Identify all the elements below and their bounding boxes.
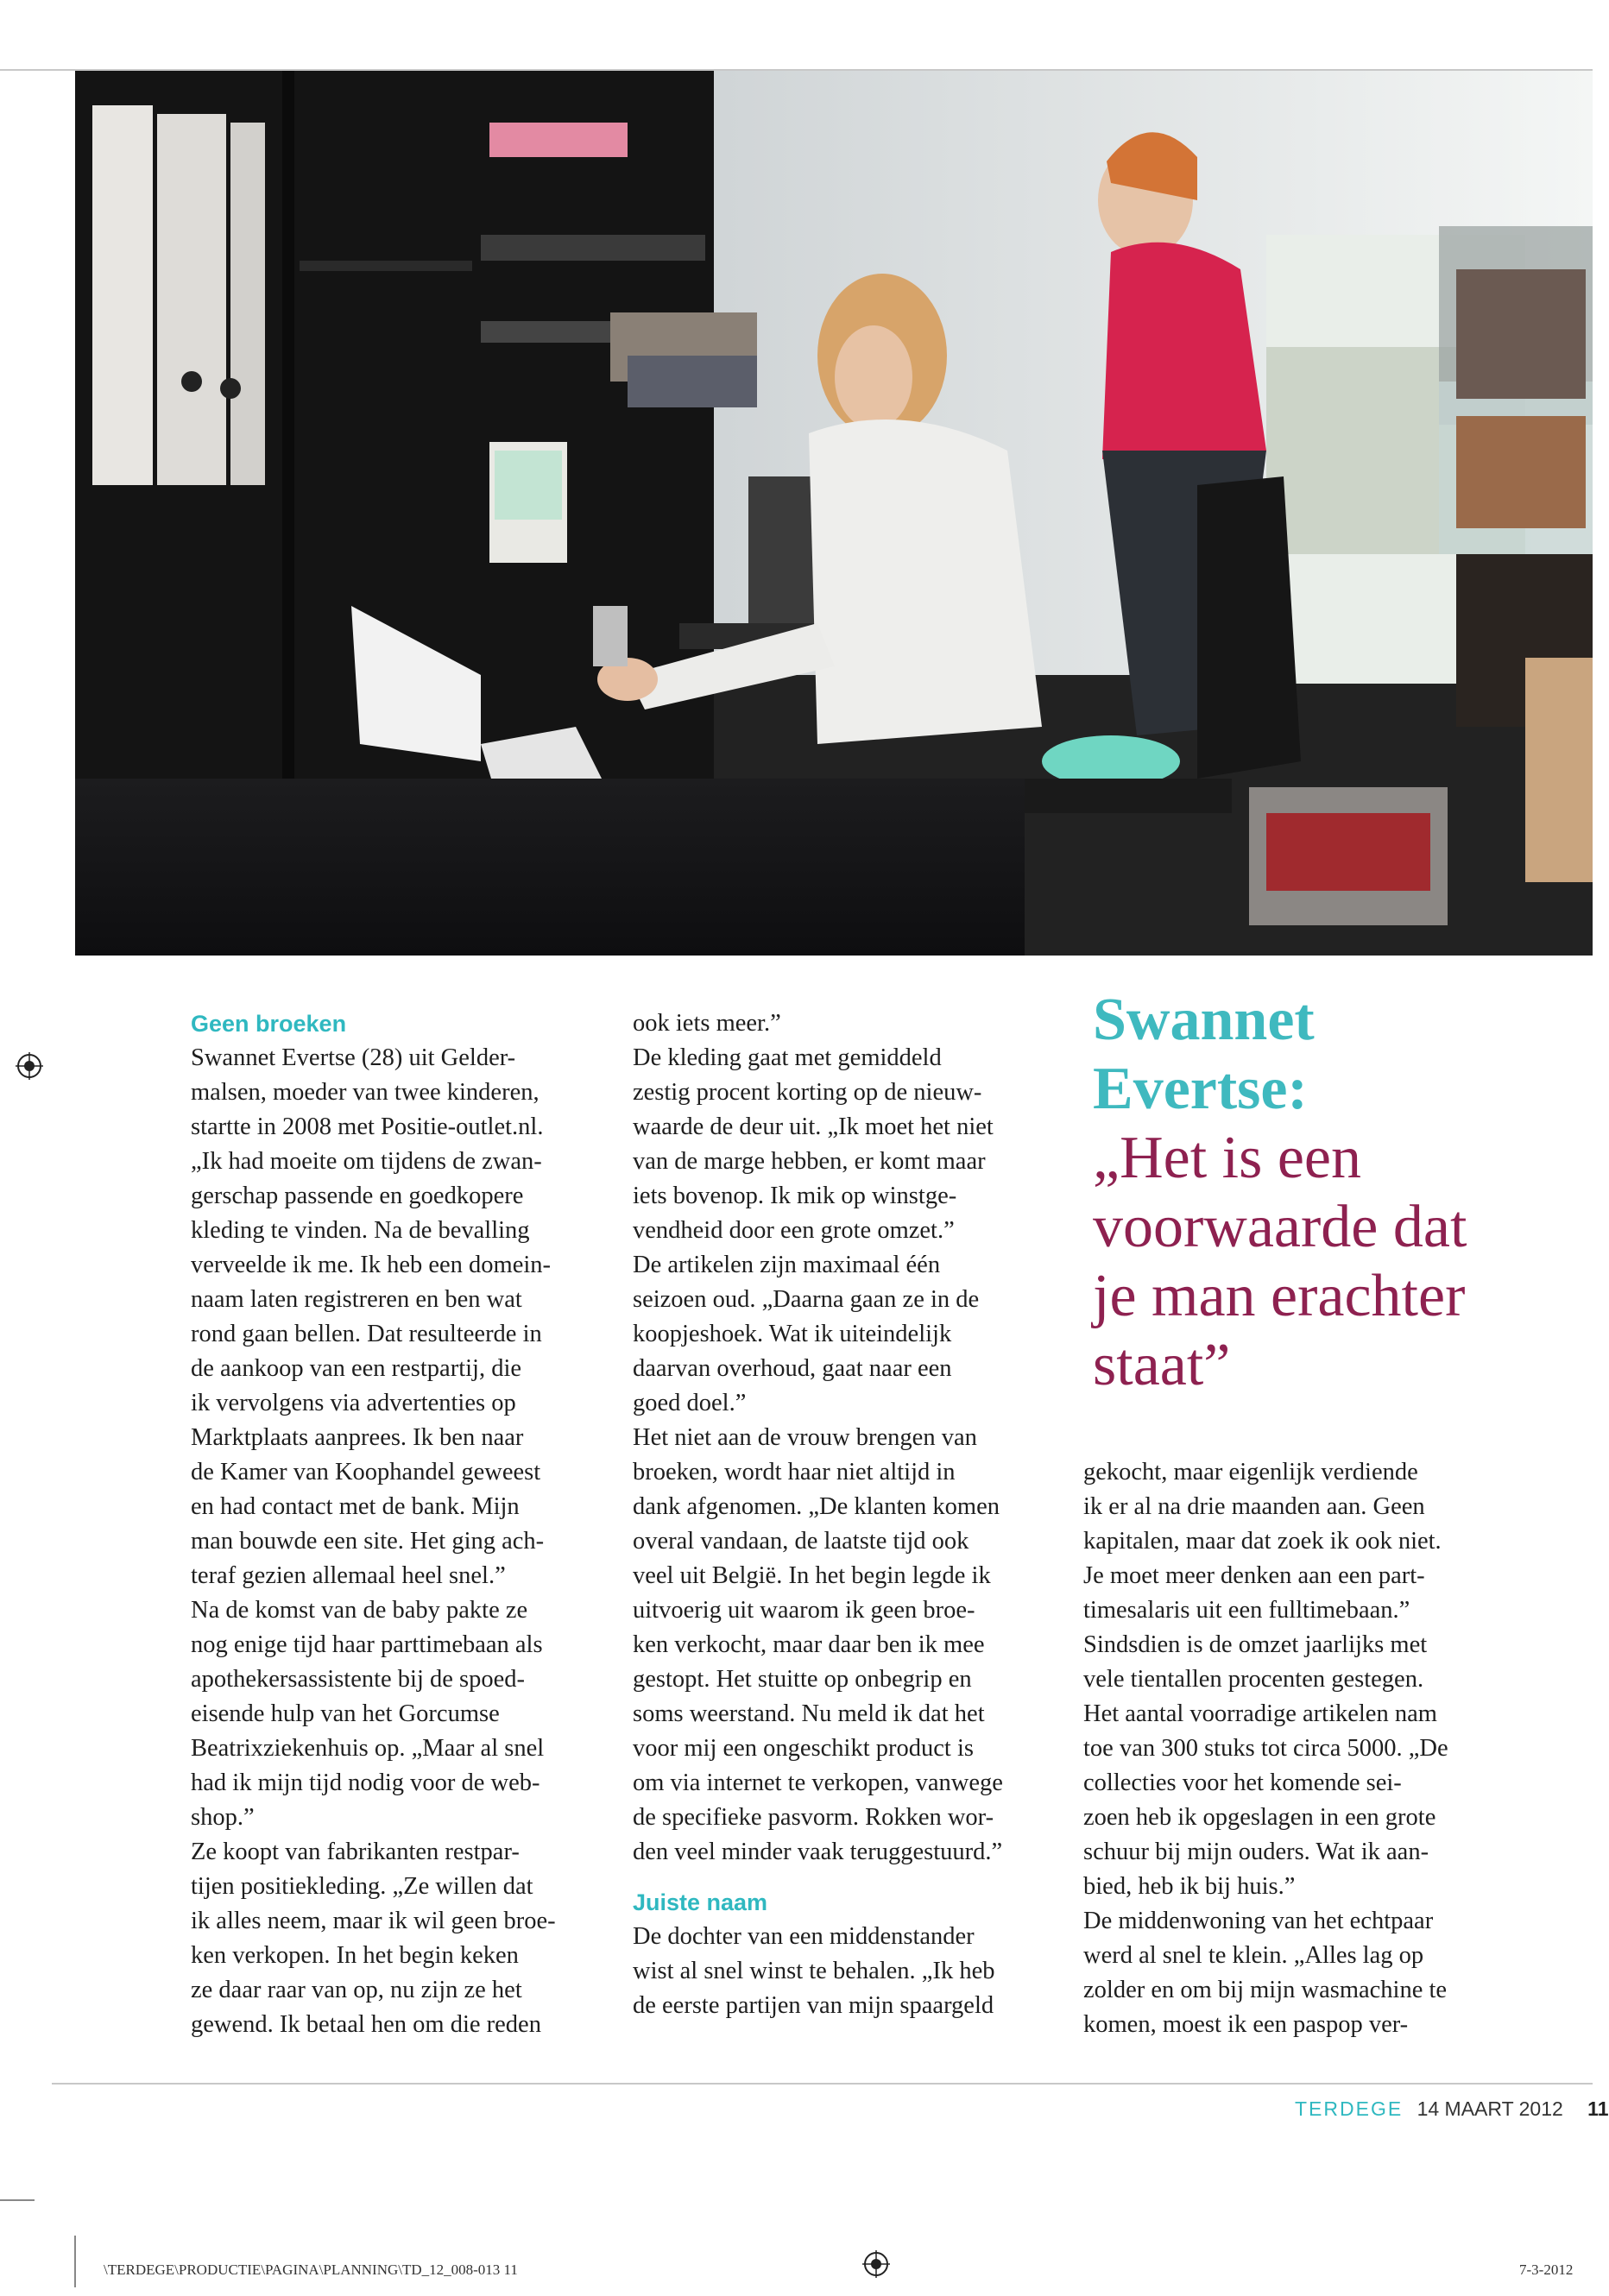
text-line: Ze koopt van fabrikanten restpar- [191, 1839, 520, 1865]
bottom-rule [52, 2083, 1593, 2085]
text-line: gerschap passende en goedkopere [191, 1183, 524, 1209]
text-line: om via internet te verkopen, vanwege [633, 1769, 1003, 1796]
column-2-text [633, 1006, 1073, 1870]
text-line: malsen, moeder van twee kinderen, [191, 1079, 539, 1106]
registration-mark-icon [862, 2250, 890, 2278]
text-line: shop.” [191, 1804, 255, 1831]
text-line: Je moet meer denken aan een part- [1083, 1562, 1425, 1589]
text-line: van de marge hebben, er komt maar [633, 1148, 986, 1175]
text-line: soms weerstand. Nu meld ik dat het [633, 1700, 985, 1727]
text-line: komen, moest ik een paspop ver- [1083, 2011, 1409, 2038]
text-line: broeken, wordt haar niet altijd in [633, 1459, 956, 1485]
text-line: gestopt. Het stuitte op onbegrip en [633, 1666, 972, 1693]
text-line: Beatrixziekenhuis op. „Maar al snel [191, 1735, 545, 1762]
issue-date: 14 MAART 2012 [1417, 2097, 1563, 2120]
text-line: ook iets meer.” [633, 1010, 781, 1037]
text-line: werd al snel te klein. „Alles lag op [1083, 1942, 1424, 1969]
text-line: waarde de deur uit. „Ik moet het niet [633, 1113, 994, 1140]
text-line: Het niet aan de vrouw brengen van [633, 1424, 977, 1451]
hero-photo [75, 71, 1593, 956]
page-number: 11 [1587, 2097, 1609, 2120]
text-line: De dochter van een middenstander [633, 1923, 975, 1950]
pull-quote [1093, 986, 1576, 1400]
pull-quote-text [1093, 1124, 1576, 1400]
article-column-3 [1083, 1455, 1515, 2042]
text-line: apothekersassistente bij de spoed- [191, 1666, 526, 1693]
page-footer [1295, 2097, 1609, 2121]
text-line: bied, heb ik bij huis.” [1083, 1873, 1296, 1900]
text-line: tijen positiekleding. „Ze willen dat [191, 1873, 533, 1900]
text-line: vele tientallen procenten gestegen. [1083, 1666, 1424, 1693]
text-line: kapitalen, maar dat zoek ik ook niet. [1083, 1528, 1442, 1555]
text-line: naam laten registreren en ben wat [191, 1286, 522, 1313]
text-line: zoen heb ik opgeslagen in een grote [1083, 1804, 1436, 1831]
text-line: de specifieke pasvorm. Rokken wor- [633, 1804, 994, 1831]
pull-quote-name-line-1: Swannet [1093, 987, 1315, 1053]
text-line: eisende hulp van het Gorcumse [191, 1700, 500, 1727]
text-line: ik er al na drie maanden aan. Geen [1083, 1493, 1425, 1520]
text-line: ze daar raar van op, nu zijn ze het [191, 1977, 522, 2003]
text-line: staat” [1093, 1332, 1231, 1398]
text-line: dank afgenomen. „De klanten komen [633, 1493, 1000, 1520]
text-line: ken verkocht, maar daar ben ik mee [633, 1631, 985, 1658]
text-line: Na de komst van de baby pakte ze [191, 1597, 528, 1624]
text-line: timesalaris uit een fulltimebaan.” [1083, 1597, 1410, 1624]
text-line: je man erachter [1093, 1263, 1466, 1329]
article-column-1 [191, 1006, 605, 2042]
left-margin-mark [0, 2199, 35, 2201]
text-line: toe van 300 stuks tot circa 5000. „De [1083, 1735, 1448, 1762]
text-line: verveelde ik me. Ik heb een domein- [191, 1252, 552, 1278]
magazine-name: TERDEGE [1295, 2097, 1404, 2120]
text-line: seizoen oud. „Daarna gaan ze in de [633, 1286, 980, 1313]
text-line: vendheid door een grote omzet.” [633, 1217, 955, 1244]
text-line: koopjeshoek. Wat ik uiteindelijk [633, 1321, 952, 1347]
column-1-text [191, 1041, 605, 2042]
text-line: „Ik had moeite om tijdens de zwan- [191, 1148, 542, 1175]
text-line: man bouwde een site. Het ging ach- [191, 1528, 545, 1555]
text-line: Het aantal voorradige artikelen nam [1083, 1700, 1437, 1727]
text-line: gekocht, maar eigenlijk verdiende [1083, 1459, 1418, 1485]
column-2-text-continued [633, 1920, 1073, 2023]
text-line: had ik mijn tijd nodig voor de web- [191, 1769, 540, 1796]
text-line: De middenwoning van het echtpaar [1083, 1908, 1434, 1934]
text-line: nog enige tijd haar parttimebaan als [191, 1631, 543, 1658]
text-line: ik alles neem, maar ik wil geen broe- [191, 1908, 556, 1934]
text-line: overal vandaan, de laatste tijd ook [633, 1528, 969, 1555]
text-line: zolder en om bij mijn wasmachine te [1083, 1977, 1448, 2003]
text-line: daarvan overhoud, gaat naar een [633, 1355, 952, 1382]
subhead-juiste-naam: Juiste naam [633, 1889, 768, 1915]
text-line: De kleding gaat met gemiddeld [633, 1044, 942, 1071]
pull-quote-name-line-2: Evertse: [1093, 1056, 1308, 1122]
text-line: den veel minder vaak teruggestuurd.” [633, 1839, 1003, 1865]
text-line: uitvoerig uit waarom ik geen broe- [633, 1597, 975, 1624]
text-line: en had contact met de bank. Mijn [191, 1493, 520, 1520]
text-line: kleding te vinden. Na de bevalling [191, 1217, 530, 1244]
text-line: gewend. Ik betaal hen om die reden [191, 2011, 541, 2038]
text-line: wist al snel winst te behalen. „Ik heb [633, 1958, 995, 1984]
text-line: de aankoop van een restpartij, die [191, 1355, 522, 1382]
text-line: veel uit België. In het begin legde ik [633, 1562, 991, 1589]
print-slug-date: 7-3-2012 [1519, 2261, 1574, 2278]
text-line: collecties voor het komende sei- [1083, 1769, 1402, 1796]
text-line: ken verkopen. In het begin keken [191, 1942, 519, 1969]
article-column-2 [633, 1006, 1073, 2023]
registration-mark-icon [16, 1052, 43, 1080]
text-line: teraf gezien allemaal heel snel.” [191, 1562, 506, 1589]
text-line: ik vervolgens via advertenties op [191, 1390, 516, 1416]
text-line: voor mij een ongeschikt product is [633, 1735, 974, 1762]
text-line: Marktplaats aanprees. Ik ben naar [191, 1424, 524, 1451]
text-line: iets bovenop. Ik mik op winstge- [633, 1183, 957, 1209]
text-line: rond gaan bellen. Dat resulteerde in [191, 1321, 542, 1347]
text-line: „Het is een [1093, 1125, 1361, 1191]
text-line: goed doel.” [633, 1390, 747, 1416]
text-line: De artikelen zijn maximaal één [633, 1252, 941, 1278]
text-line: startte in 2008 met Positie-outlet.nl. [191, 1113, 544, 1140]
text-line: zestig procent korting op de nieuw- [633, 1079, 982, 1106]
text-line: voorwaarde dat [1093, 1194, 1467, 1260]
left-bottom-mark [74, 2236, 76, 2287]
text-line: de eerste partijen van mijn spaargeld [633, 1992, 994, 2019]
print-slug-path: \TERDEGE\PRODUCTIE\PAGINA\PLANNING\TD_12_008-013 11 [104, 2261, 518, 2278]
text-line: schuur bij mijn ouders. Wat ik aan- [1083, 1839, 1429, 1865]
subhead-geen-broeken: Geen broeken [191, 1011, 347, 1037]
text-line: de Kamer van Koophandel geweest [191, 1459, 541, 1485]
text-line: Swannet Evertse (28) uit Gelder- [191, 1044, 516, 1071]
column-3-text [1083, 1455, 1515, 2042]
text-line: Sindsdien is de omzet jaarlijks met [1083, 1631, 1428, 1658]
